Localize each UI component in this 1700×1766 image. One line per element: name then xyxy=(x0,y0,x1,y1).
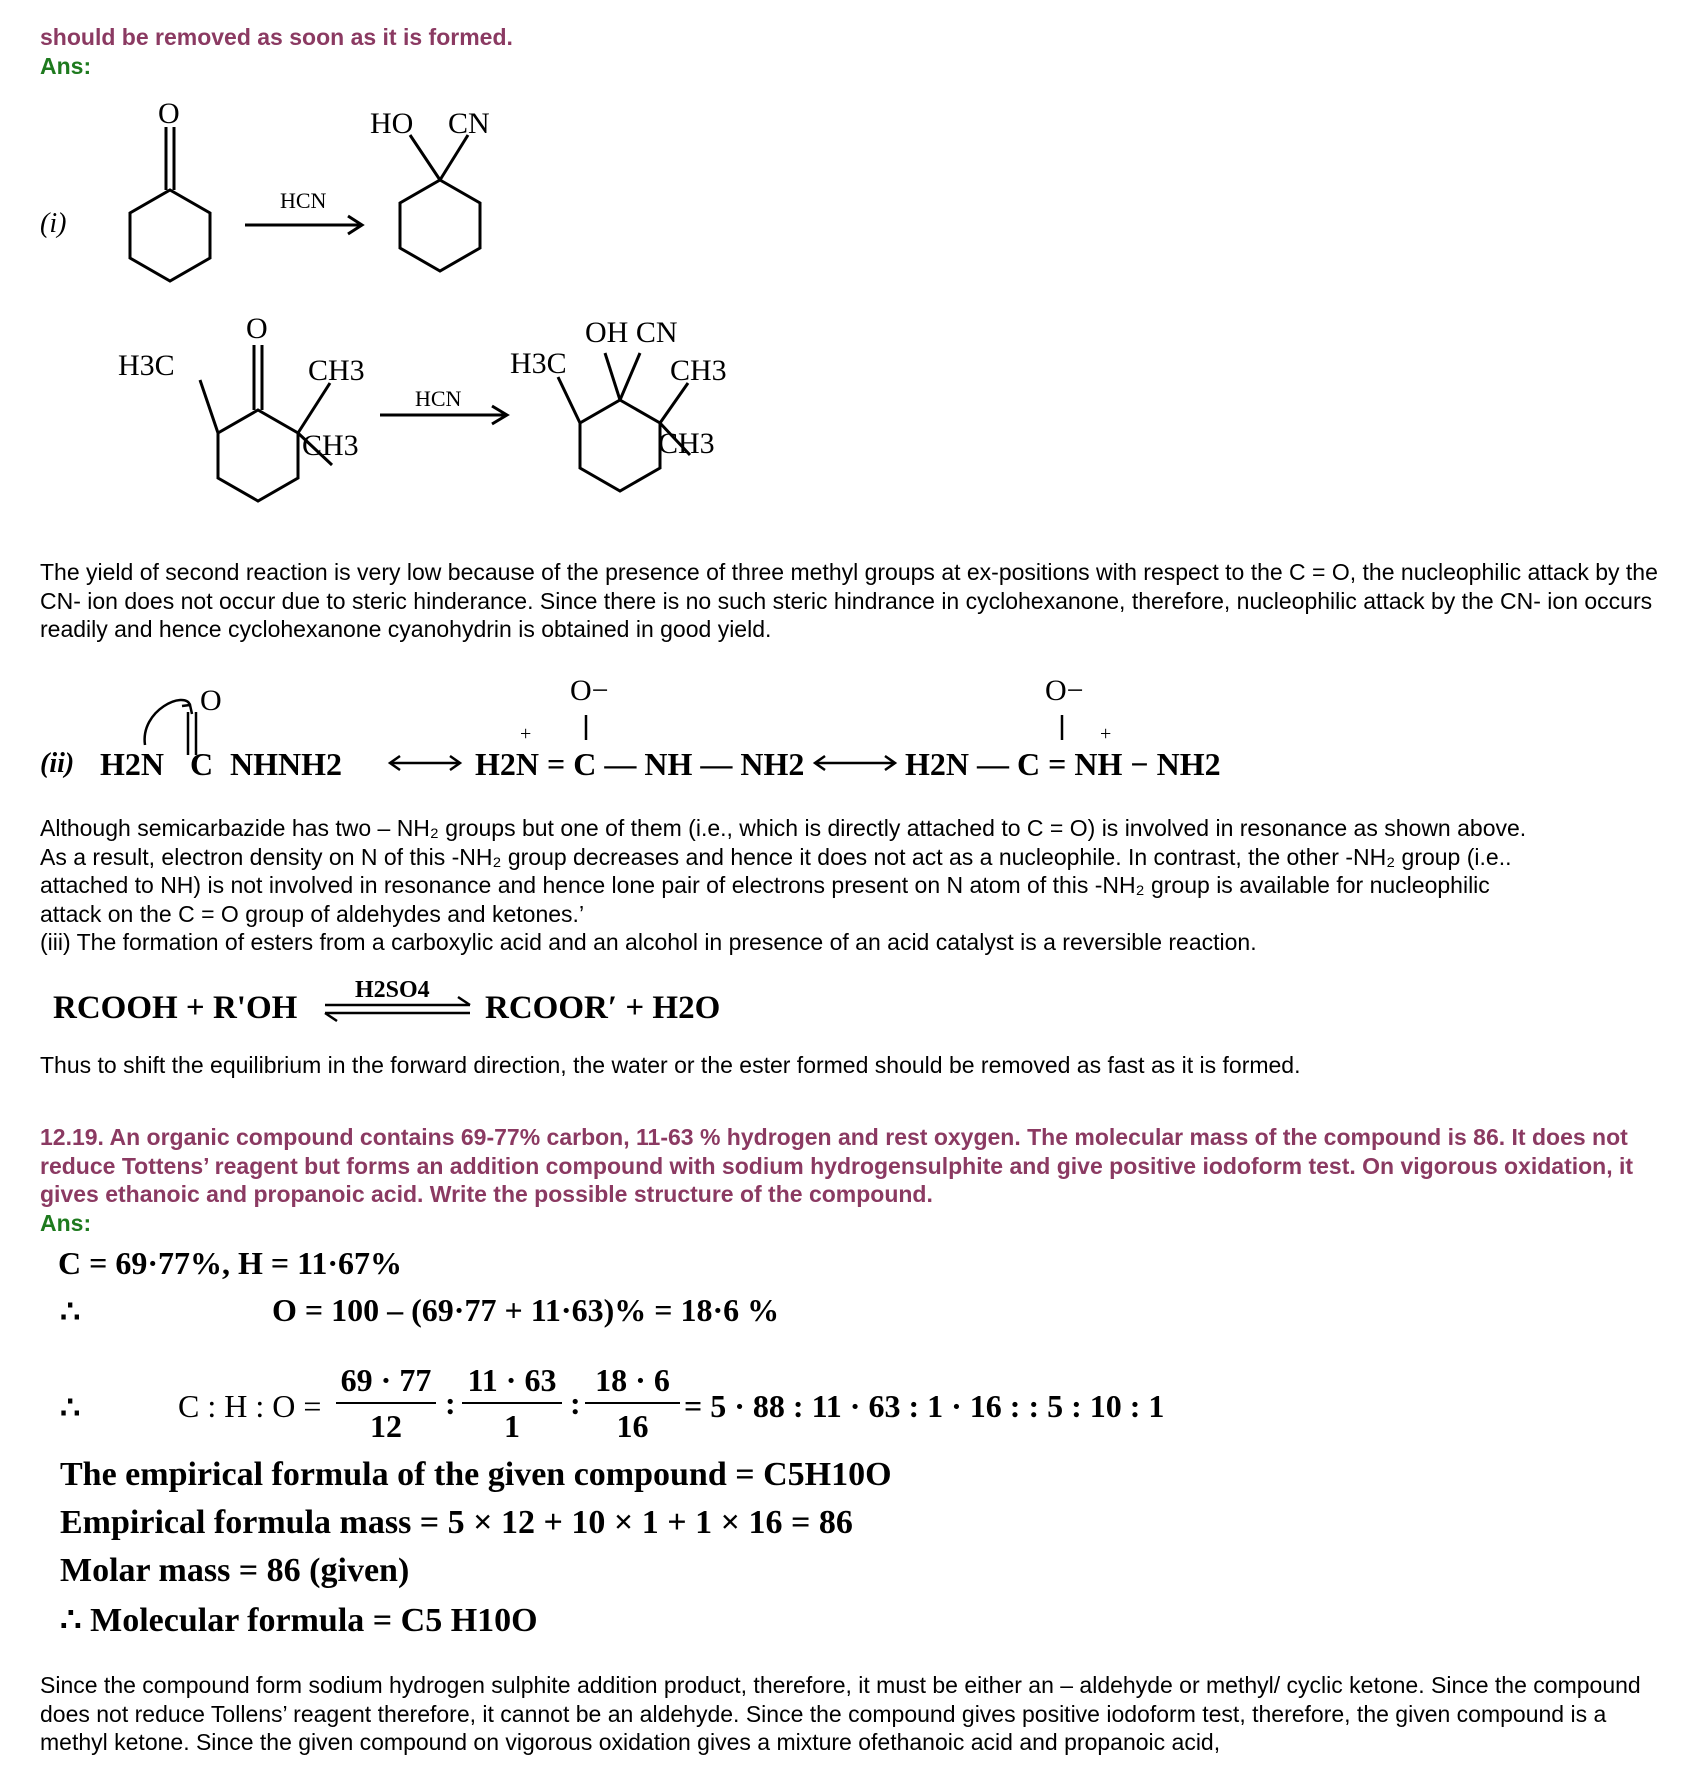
frac3-numerator: 18 · 6 xyxy=(595,1362,670,1398)
empirical-formula: The empirical formula of the given compound = C5H10O xyxy=(60,1456,892,1493)
p2-h3c: H3C xyxy=(510,347,567,380)
r1-oxygen: O xyxy=(158,97,180,130)
catalyst-h2so4: H2SO4 xyxy=(355,977,430,1003)
p1-ho: HO xyxy=(370,107,414,140)
frac1-bar xyxy=(336,1402,436,1404)
therefore-symbol: ∴ xyxy=(60,1293,81,1329)
frac2-bar xyxy=(462,1402,562,1404)
question-tail: should be removed as soon as it is formed. xyxy=(40,24,513,50)
ratio-result: = 5 · 88 : 11 · 63 : 1 · 16 : : 5 : 10 : 1 xyxy=(684,1388,1165,1424)
molar-mass: Molar mass = 86 (given) xyxy=(60,1552,410,1589)
p2-ch3-top: CH3 xyxy=(670,354,727,387)
s2-o: O− xyxy=(570,674,609,707)
r2-h3c: H3C xyxy=(118,349,175,382)
ratio-colon-1: : xyxy=(445,1385,456,1421)
answer-label: Ans: xyxy=(40,53,92,79)
frac1-numerator: 69 · 77 xyxy=(340,1362,432,1398)
ester-products: RCOOR′ + H2O xyxy=(485,990,721,1026)
equilibrium-arrow xyxy=(320,975,480,1035)
p2-oh-cn: OH CN xyxy=(585,316,678,349)
s1-h2n: H2N xyxy=(100,746,164,782)
s3-o: O− xyxy=(1045,674,1084,707)
para2-line: (iii) The formation of esters from a carboxylic acid and an alcohol in presence of an acid catalyst is a reversible reaction. xyxy=(40,929,1257,955)
question-12-19: 12.19. An organic compound contains 69-77% carbon, 11-63 % hydrogen and rest oxygen. The molecular mass of the compound is 86. It does not reduce Tottens’ reagent but forms an addition compound with sodium hydrogensulphite and give positive iodoform test. On vigorous oxidation, it gives ethanoic and propanoic acid. Write the possible structure of the compound. xyxy=(40,1124,1634,1207)
reagent-hcn-2: HCN xyxy=(415,386,462,411)
para2-line: attack on the C = O group of aldehydes and ketones.’ xyxy=(40,900,585,927)
s1-o: O xyxy=(200,684,222,717)
therefore-symbol-2: ∴ xyxy=(60,1389,81,1425)
reaction-i-diagram xyxy=(40,95,840,535)
semicarbazide-resonance-diagram xyxy=(40,660,1290,785)
explanation-ester: Thus to shift the equilibrium in the forward direction, the water or the ester formed should be removed as fast as it is formed. xyxy=(40,1052,1301,1078)
reagent-hcn-1: HCN xyxy=(280,188,327,213)
frac3-bar xyxy=(585,1402,680,1404)
frac3-denominator: 16 xyxy=(616,1408,649,1444)
para2-line: As a result, electron density on N of this -NH₂ group decreases and hence it does not act as a nucleophile. In contrast, the other -NH₂ group (i.e.. xyxy=(40,843,1512,870)
answer-label-2: Ans: xyxy=(40,1210,92,1236)
ratio-colon-2: : xyxy=(570,1385,581,1421)
molecular-formula: ∴ Molecular formula = C5 H10O xyxy=(60,1602,538,1639)
product-2-ring xyxy=(580,400,660,491)
empirical-formula-mass: Empirical formula mass = 5 × 12 + 10 × 1 + 1 × 16 = 86 xyxy=(60,1504,853,1541)
frac1-denominator: 12 xyxy=(370,1408,402,1444)
cyanohydrin-ring xyxy=(400,180,480,271)
calc-oxygen-percent: O = 100 – (69·77 + 11·63)% = 18·6 % xyxy=(272,1292,780,1328)
explanation-semicarbazide xyxy=(40,814,1665,957)
frac2-denominator: 1 xyxy=(504,1408,520,1444)
explanation-structure: Since the compound form sodium hydrogen sulphite addition product, therefore, it must be either an – aldehyde or methyl/ cyclic ketone. Since the compound does not reduce Tollens’ reagent therefore, it cannot be an aldehyde. Since the compound gives positive iodoform test, therefore, the given compound is a methyl ketone. Since the given compound on vigorous oxidation gives a mixture ofethanoic acid and propanoic acid, xyxy=(40,1672,1641,1755)
r2-ch3-top: CH3 xyxy=(308,354,365,387)
label-ii: (ii) xyxy=(40,748,75,779)
s2-plus: + xyxy=(520,723,532,745)
ester-reactants: RCOOH + R'OH xyxy=(53,990,298,1026)
p2-ch3-bottom: CH3 xyxy=(658,427,715,460)
s1-nhnh2: NHNH2 xyxy=(230,746,342,782)
r2-oxygen: O xyxy=(246,312,268,345)
para2-line: attached to NH) is not involved in resonance and hence lone pair of electrons present on N atom of this -NH₂ group is available for nucleophilic xyxy=(40,872,1490,898)
structure-2: H2N = C — NH — NH2 xyxy=(475,746,805,782)
explanation-steric: The yield of second reaction is very low because of the presence of three methyl groups at ex-positions with respect to the C = O, the nucleophilic attack by the CN- ion does not occur due to steric hinderance. Since there is no such steric hindrance in cyclohexanone, therefore, nucleophilic attack by the CN- ion occurs readily and hence cyclohexanone cyanohydrin is obtained in good yield. xyxy=(40,559,1658,642)
structure-3: H2N — C = NH − NH2 xyxy=(905,746,1221,782)
cyclohexanone-ring xyxy=(130,190,210,281)
calc-c-h-percent: C = 69·77%, H = 11·67% xyxy=(58,1245,403,1281)
r2-ch3-bottom: CH3 xyxy=(302,429,359,462)
ratio-label: C : H : O = xyxy=(178,1388,322,1424)
p1-cn: CN xyxy=(448,107,490,140)
trimethylcyclohexanone-ring xyxy=(218,410,298,501)
para2-line: Although semicarbazide has two – NH₂ groups but one of them (i.e., which is directly attached to C = O) is involved in resonance as shown above. xyxy=(40,815,1527,841)
s3-plus: + xyxy=(1100,723,1112,745)
s1-c: C xyxy=(190,746,214,782)
frac2-numerator: 11 · 63 xyxy=(467,1362,557,1398)
label-i: (i) xyxy=(40,208,67,239)
